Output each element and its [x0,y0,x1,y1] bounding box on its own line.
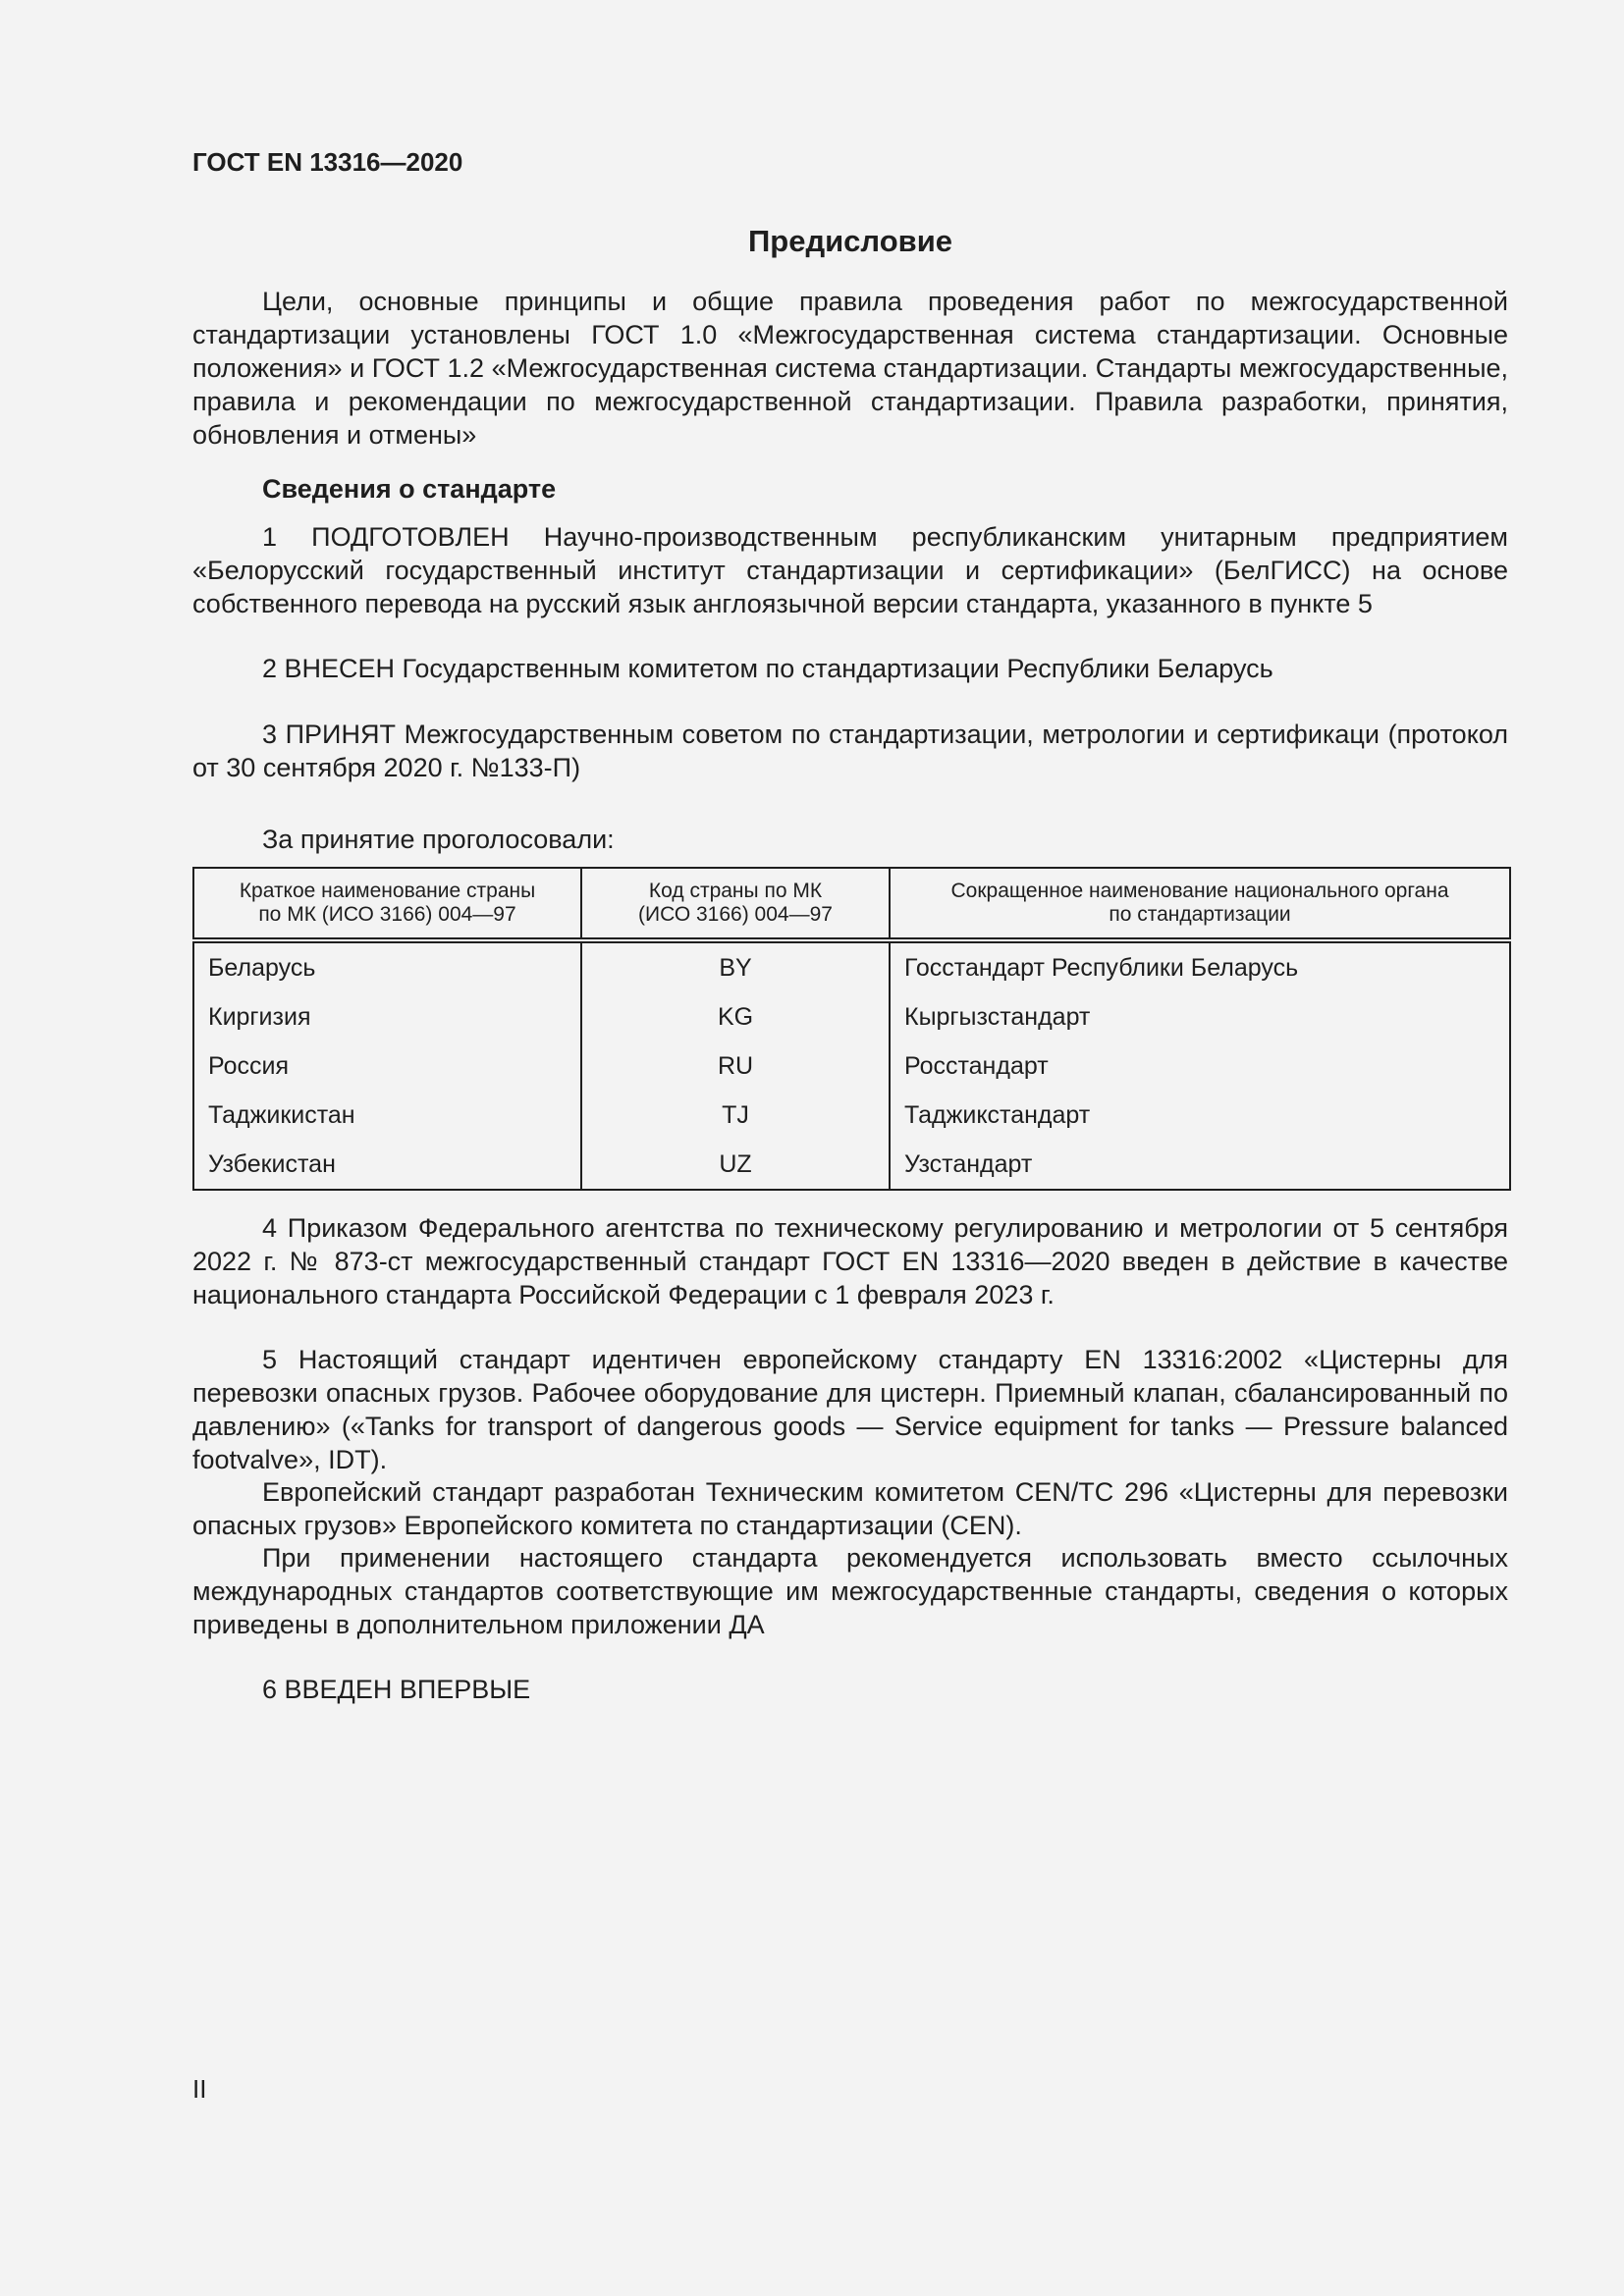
column-header-code [581,868,890,940]
code-cell: UZ [581,1140,890,1190]
agency-cell: Госстандарт Республики Беларусь [890,940,1510,992]
agency-cell: Таджикстандарт [890,1091,1510,1140]
item-3-paragraph: 3 ПРИНЯТ Межгосударственным советом по стандартизации, метрологии и сертификаци (протокол от 30 сентября 2020 г. №133-П) [192,720,1508,782]
voting-table [192,867,1511,1191]
code-cell: RU [581,1041,890,1091]
header-line: Краткое наименование страны [239,880,536,902]
code-cell: TJ [581,1091,890,1140]
vote-label: За принятие проголосовали: [262,825,615,854]
item-5-paragraph: 5 Настоящий стандарт идентичен европейскому стандарту EN 13316:2002 «Цистерны для перевозки опасных грузов. Рабочее оборудование для цистерн. Приемный клапан, сбалансированный по давлению» («Tanks for transport of dangerous goods — Service equipment for tanks — Pressure balanced footvalve», IDT). [192,1345,1508,1474]
table-row [193,940,1510,992]
page-title: Предисловие [747,224,952,258]
document-code: ГОСТ EN 13316—2020 [192,147,463,177]
table-header-row [193,868,1510,940]
table-row [193,1140,1510,1190]
country-cell: Узбекистан [208,1149,336,1178]
code-cell: BY [581,940,890,992]
item-4-paragraph: 4 Приказом Федерального агентства по техническому регулированию и метрологии от 5 сентября 2022 г. № 873-ст межгосударственный стандарт ГОСТ EN 13316—2020 введен в действие в качестве национального стандарта Российской Федерации с 1 февраля 2023 г. [192,1213,1508,1309]
header-line: по МК (ИСО 3166) 004—97 [258,903,516,926]
agency-cell: Росстандарт [890,1041,1510,1091]
column-header-country [193,868,581,940]
column-header-agency [890,868,1510,940]
header-line: Код страны по МК [648,880,823,902]
item-5-application-paragraph: При применении настоящего стандарта рекомендуется использовать вместо ссылочных международных стандартов соответствующие им межгосударственные стандарты, сведения о которых приведены в дополнительном приложении ДА [192,1543,1508,1639]
code-cell: KG [581,992,890,1041]
header-line: по стандартизации [1109,903,1291,926]
agency-cell: Узстандарт [890,1140,1510,1190]
item-6-paragraph: 6 ВВЕДЕН ВПЕРВЫЕ [262,1675,531,1704]
country-cell: Таджикистан [208,1100,355,1129]
header-line: Сокращенное наименование национального органа [950,880,1449,902]
table-row [193,1041,1510,1091]
item-2-paragraph: 2 ВНЕСЕН Государственным комитетом по стандартизации Республики Беларусь [262,654,1273,683]
intro-paragraph: Цели, основные принципы и общие правила проведения работ по межгосударственной стандартизации установлены ГОСТ 1.0 «Межгосударственная система стандартизации. Основные положения» и ГОСТ 1.2 «Межгосударственная система стандартизации. Стандарты межгосударственные, правила и рекомендации по межгосударственной стандартизации. Правила разработки, принятия, обновления и отмены» [192,287,1508,450]
section-subtitle: Сведения о стандарте [262,474,557,504]
header-line: (ИСО 3166) 004—97 [638,903,833,926]
agency-cell: Кыргызстандарт [890,992,1510,1041]
country-cell: Беларусь [208,953,316,982]
item-1-paragraph: 1 ПОДГОТОВЛЕН Научно-производственным республиканским унитарным предприятием «Белорусский государственный институт стандартизации и сертификации» (БелГИСС) на основе собственного перевода на русский язык англоязычной версии стандарта, указанного в пункте 5 [192,522,1508,618]
page-number: II [192,2074,207,2104]
table-row [193,992,1510,1041]
table-row [193,1091,1510,1140]
country-cell: Киргизия [208,1002,311,1031]
country-cell: Россия [208,1051,289,1080]
item-5-european-paragraph: Европейский стандарт разработан Техническим комитетом CEN/TC 296 «Цистерны для перевозки опасных грузов» Европейского комитета по стандартизации (CEN). [192,1477,1508,1540]
